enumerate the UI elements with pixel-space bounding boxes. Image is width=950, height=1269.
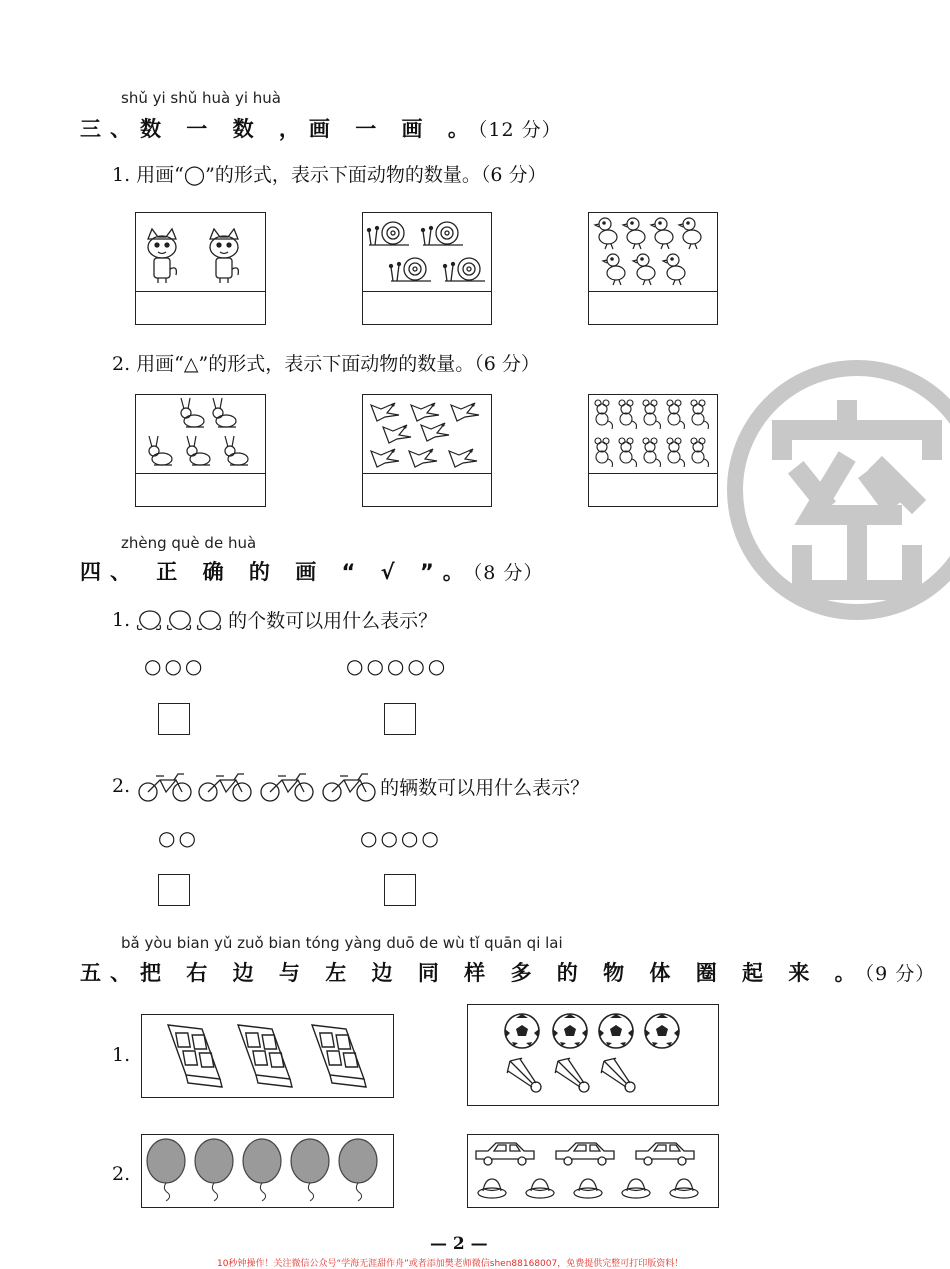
cat-icon (136, 213, 265, 291)
section4-q1-option-a: ○○○ (144, 654, 206, 678)
section5-q2-left-frame (141, 1134, 394, 1208)
section4-q2-option-a: ○○ (158, 826, 199, 850)
section3-q2-text: 2. 用画“△”的形式，表示下面动物的数量。（6 分） (112, 353, 540, 375)
section4-q1-number: 1. (112, 608, 131, 631)
section5-title (80, 957, 935, 987)
answer-box-cats[interactable] (135, 212, 266, 325)
soccer-ball-icon (468, 1005, 718, 1105)
section4-q1-option-b: ○○○○○ (346, 654, 449, 678)
mouse-icon (589, 395, 717, 473)
section4-q1-checkbox-b[interactable] (384, 703, 416, 735)
section3-q1-text: 1. 用画“◯”的形式，表示下面动物的数量。（6 分） (112, 164, 547, 186)
section4-q2-number: 2. (112, 775, 131, 797)
chicks-picture (589, 213, 717, 292)
snail-icon (363, 213, 491, 291)
balloon-icon (142, 1135, 393, 1207)
section4-q2-option-b: ○○○○ (360, 826, 442, 850)
section5-q1-left-frame (141, 1014, 394, 1098)
section3-pinyin: shǔ yi shǔ huà yi huà (121, 89, 281, 107)
section5-q2-number: 2. (112, 1163, 131, 1185)
section5-title-text: 五、把 右 边 与 左 边 同 样 多 的 物 体 圈 起 来 。 (80, 961, 865, 985)
section3-points: （12 分） (477, 119, 562, 141)
section4-q2-checkbox-b[interactable] (384, 874, 416, 906)
section4-points: （8 分） (472, 562, 544, 584)
section4-q1 (112, 606, 437, 633)
section5-points: （9 分） (864, 963, 936, 985)
car-icon (468, 1135, 718, 1207)
answer-box-birds[interactable] (362, 394, 492, 507)
section4-q2 (112, 768, 589, 804)
mice-picture (589, 395, 717, 474)
section5-pinyin: bǎ yòu bian yǔ zuǒ bian tóng yàng duō de wù tǐ quān qi lai (121, 934, 563, 952)
section5-q1-number: 1. (112, 1044, 131, 1066)
section4-q1-checkbox-a[interactable] (158, 703, 190, 735)
section4-pinyin: zhèng què de huà (121, 534, 257, 552)
answer-box-rabbits[interactable] (135, 394, 266, 507)
answer-box-mice[interactable] (588, 394, 718, 507)
section4-q2-text: 的辆数可以用什么表示？ (380, 776, 590, 799)
section4-q1-text: 的个数可以用什么表示？ (228, 610, 438, 632)
bird-icon (363, 395, 491, 473)
answer-box-chicks[interactable] (588, 212, 718, 325)
section4-title (80, 556, 543, 586)
peach-icon (136, 607, 228, 633)
birds-picture (363, 395, 491, 474)
rabbit-icon (136, 395, 265, 473)
section5-q1-right-frame[interactable] (467, 1004, 719, 1106)
cats-picture (136, 213, 265, 292)
book-icon (142, 1015, 393, 1097)
snails-picture (363, 213, 491, 292)
section4-q2-checkbox-a[interactable] (158, 874, 190, 906)
section4-title-text: 四、 正 确 的 画 “ √ ”。 (80, 560, 473, 584)
section3-title (80, 113, 562, 143)
page-number: — 2 — (430, 1234, 488, 1254)
chick-icon (589, 213, 717, 291)
answer-box-snails[interactable] (362, 212, 492, 325)
section5-q2-right-frame[interactable] (467, 1134, 719, 1208)
section3-title-text: 三、数 一 数 ，画 一 画 。 (80, 117, 478, 141)
secret-seal-watermark-icon (722, 355, 950, 625)
footer-notice: 10秒钟操作！关注微信公众号“学海无涯甜作舟”或者添加樊老师微信shen88168007，免费提供完整可打印版资料！ (217, 1259, 684, 1269)
rabbits-picture (136, 395, 265, 474)
bicycle-icon (136, 768, 380, 804)
